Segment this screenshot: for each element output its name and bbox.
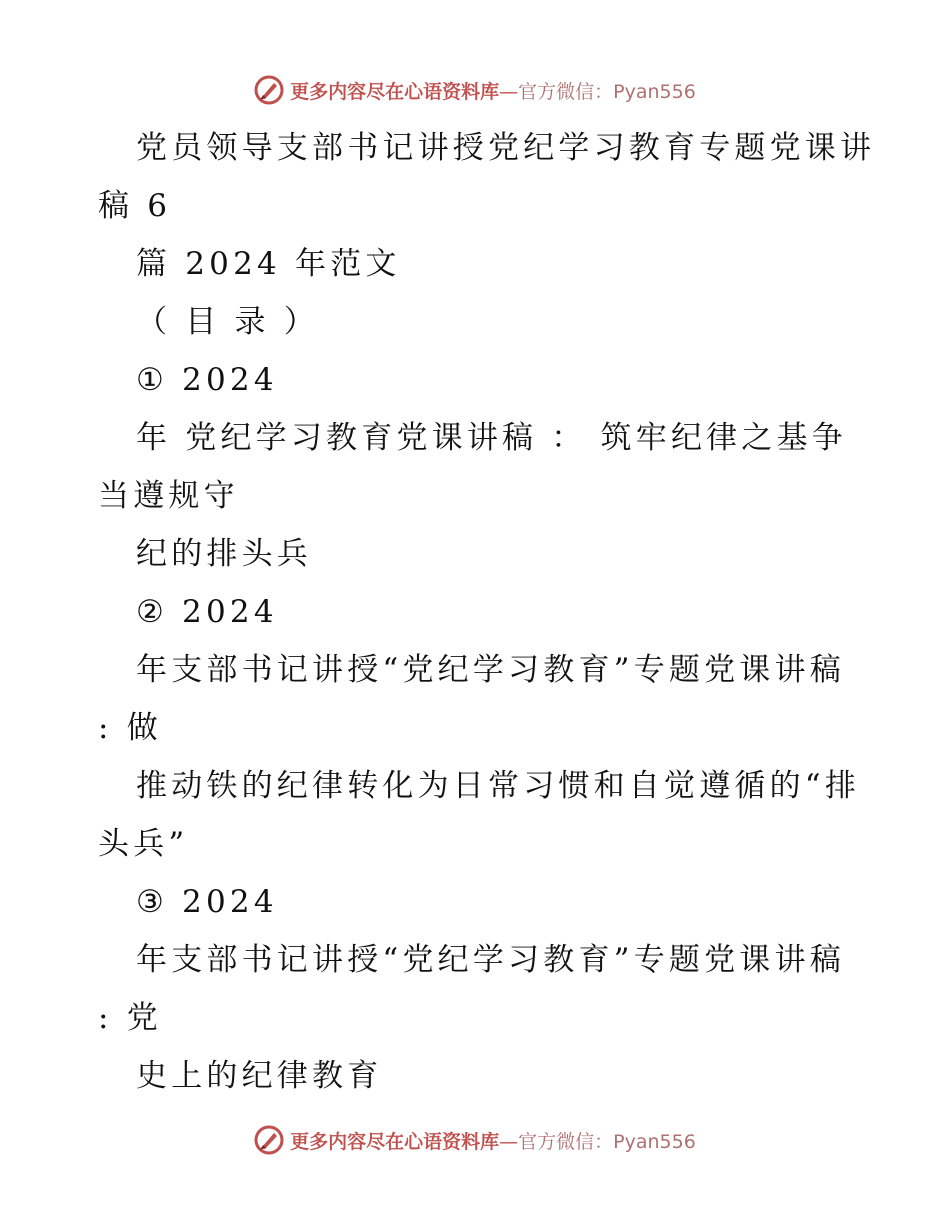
toc-item-1-line-2: 当遵规守	[98, 478, 239, 514]
banner-main: 更多内容尽在心语资料库	[290, 80, 500, 103]
toc-item-2-line-1: 年支部书记讲授“党纪学习教育”专题党课讲稿	[136, 652, 845, 688]
banner-separator: —	[499, 80, 519, 103]
pen-logo-icon	[254, 75, 284, 105]
banner-text	[290, 77, 696, 104]
toc-item-2-line-2: : 做	[98, 710, 162, 746]
toc-item-3-line-1: 年支部书记讲授“党纪学习教育”专题党课讲稿	[136, 942, 845, 978]
toc-item-3-line-3: 史上的纪律教育	[136, 1058, 383, 1094]
banner-separator: —	[499, 1130, 519, 1153]
banner-text	[290, 1127, 696, 1154]
toc-item-1-line-3: 纪的排头兵	[136, 536, 312, 572]
toc-item-2-number: ② 2024	[136, 594, 278, 630]
toc-item-2-line-3: 推动铁的纪律转化为日常习惯和自觉遵循的“排	[136, 768, 861, 804]
header-banner	[0, 70, 950, 110]
toc-heading: （ 目 录 ）	[136, 304, 319, 340]
toc-item-1-number: ① 2024	[136, 362, 278, 398]
toc-item-3-line-2: : 党	[98, 1000, 162, 1036]
footer-banner	[0, 1120, 950, 1160]
title-line-3: 篇 2024 年范文	[136, 246, 401, 282]
pen-logo-icon	[254, 1125, 284, 1155]
title-line-2: 稿 6	[98, 188, 172, 224]
toc-item-1-line-1: 年 党纪学习教育党课讲稿 ： 筑牢纪律之基争	[136, 420, 847, 456]
toc-item-2-line-4: 头兵”	[98, 826, 189, 862]
title-line-1: 党员领导支部书记讲授党纪学习教育专题党课讲	[136, 130, 876, 166]
banner-suffix: 官方微信：Pyan556	[518, 1130, 696, 1153]
banner-suffix: 官方微信：Pyan556	[518, 80, 696, 103]
banner-main: 更多内容尽在心语资料库	[290, 1130, 500, 1153]
toc-item-3-number: ③ 2024	[136, 884, 278, 920]
